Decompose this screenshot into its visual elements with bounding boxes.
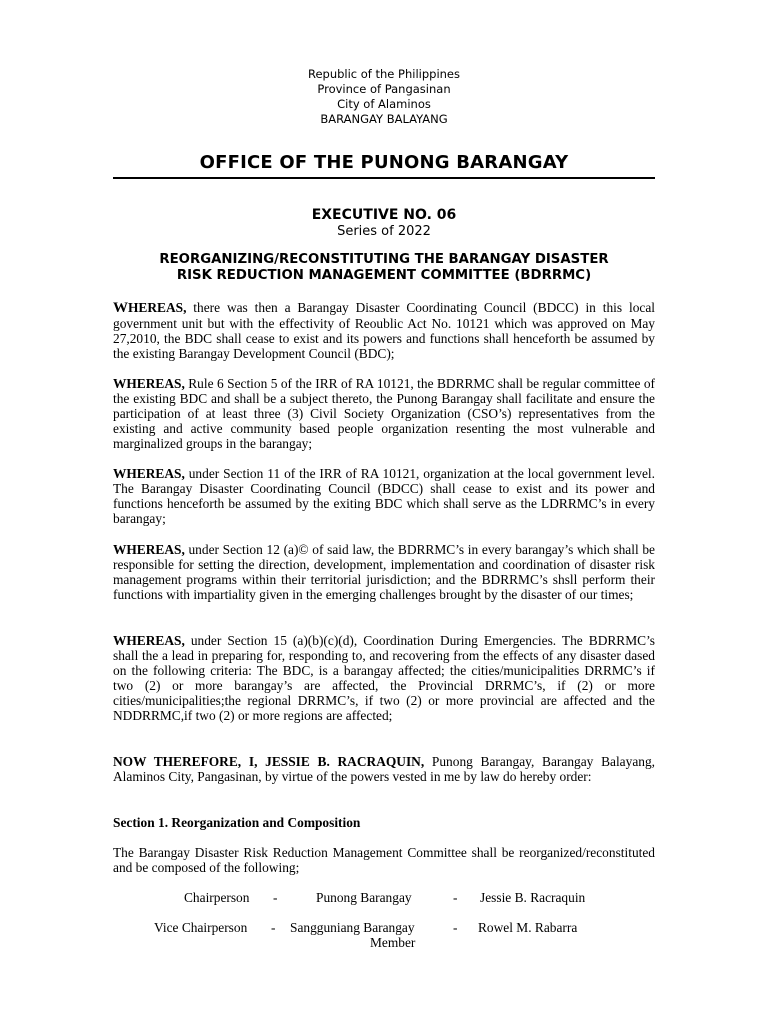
order-subject (100, 252, 668, 284)
composition-position-vice-chairperson: Vice Chairperson (154, 920, 248, 935)
now-therefore-paragraph (113, 754, 655, 784)
office-title: OFFICE OF THE PUNONG BARANGAY (199, 152, 569, 173)
section-1-text: The Barangay Disaster Risk Reduction Management Committee shall be reorganized/reconstituted and be composed of the following; (113, 845, 655, 876)
whereas-1-lead: HEREAS, (128, 300, 187, 315)
whereas-4-text: under Section 12 (a)© of said law, the BDRRMC’s in every barangay’s which shall be responsible for setting the direction, development, implementation and coordination of disaster risk management programs within their territorial jurisdiction; and the BDRRMC’s shsll perform their functions with impartiality given in the emerging challenges brought by the disaster of our times; (113, 542, 655, 603)
composition-office-vice-chairperson: Sangguniang Barangay (290, 920, 415, 935)
title-underline (113, 177, 655, 179)
header-republic: Republic of the Philippines (307, 67, 461, 81)
whereas-3-lead: WHEREAS, (113, 466, 185, 481)
composition-office-vice-chairperson-line2: Member (370, 935, 416, 950)
composition-dash: - (453, 920, 458, 935)
header-city: City of Alaminos (337, 97, 431, 111)
whereas-4-lead: WHEREAS, (113, 542, 185, 557)
section-1-heading: Section 1. Reorganization and Composition (113, 815, 361, 830)
composition-office-chairperson: Punong Barangay (316, 890, 412, 905)
composition-dash: - (273, 890, 278, 905)
composition-name-vice-chairperson: Rowel M. Rabarra (478, 920, 578, 935)
whereas-3-text: under Section 11 of the IRR of RA 10121, organization at the local government level. The Barangay Disaster Coordinating Council (BDCC) shall cease to exist and its power and functions henceforth be assumed by the exiting BDC which shall serve as the LDRRMC’s in every barangay; (113, 466, 655, 527)
composition-name-chairperson: Jessie B. Racraquin (480, 890, 586, 905)
composition-position-chairperson: Chairperson (184, 890, 250, 905)
whereas-2-text: Rule 6 Section 5 of the IRR of RA 10121, the BDRRMC shall be regular committee of the existing BDC and shall be a subject thereto, the Punong Barangay shall facilitate and ensure the participation of at least three (3) Civil Society Organization (CSO’s) representatives from the existing and active community based people organization resenting the most vulnerable and marginalized groups in the barangay; (113, 376, 655, 452)
now-therefore-lead: NOW THEREFORE, I, JESSIE B. RACRAQUIN, (113, 754, 425, 769)
whereas-paragraph-5 (113, 633, 655, 724)
composition-dash: - (453, 890, 458, 905)
now-therefore-text: Punong Barangay, Barangay Balayang, Alaminos City, Pangasinan, by virtue of the powers vested in me by law do hereby order: (113, 754, 655, 785)
composition-dash: - (271, 920, 276, 935)
whereas-1-initial: W (113, 300, 128, 316)
executive-number: EXECUTIVE NO. 06 (311, 207, 457, 223)
header-barangay: BARANGAY BALAYANG (320, 112, 448, 126)
whereas-5-lead: WHEREAS, (113, 633, 185, 648)
whereas-1-text: there was then a Barangay Disaster Coordinating Council (BDCC) in this local government unit but with the effectivity of Reoublic Act No. 10121 which was approved on May 27,2010, the BDC shall cease to exist and its powers and functions shall henceforth be assumed by the existing Barangay Development Council (BDC); (113, 300, 655, 362)
whereas-paragraph-2 (113, 376, 655, 451)
whereas-2-lead: WHEREAS, (113, 376, 185, 391)
whereas-paragraph-3 (113, 466, 655, 526)
whereas-paragraph-4 (113, 542, 655, 602)
whereas-5-text: under Section 15 (a)(b)(c)(d), Coordination During Emergencies. The BDRRMC’s shall the a lead in preparing for, responding to, and recovering from the effects of any disaster dased on the following criteria: The BDC, is a barangay affected; the cities/municipalities DRRMC’s if two (2) or more barangay’s are affected, the Provincial DRRMC’s, if (2) or more cities/municipalities;the regional DRRMC’s, if two (2) or more provincial are affected and the NDDRRMC,if two (2) or more regions are affected; (113, 633, 655, 724)
whereas-paragraph-1 (113, 300, 655, 361)
subject-line-1: REORGANIZING/RECONSTITUTING THE BARANGAY DISASTER (159, 252, 609, 267)
executive-series: Series of 2022 (337, 224, 431, 239)
subject-line-2: RISK REDUCTION MANAGEMENT COMMITTEE (BDRRMC) (176, 268, 592, 283)
header-province: Province of Pangasinan (317, 82, 451, 96)
